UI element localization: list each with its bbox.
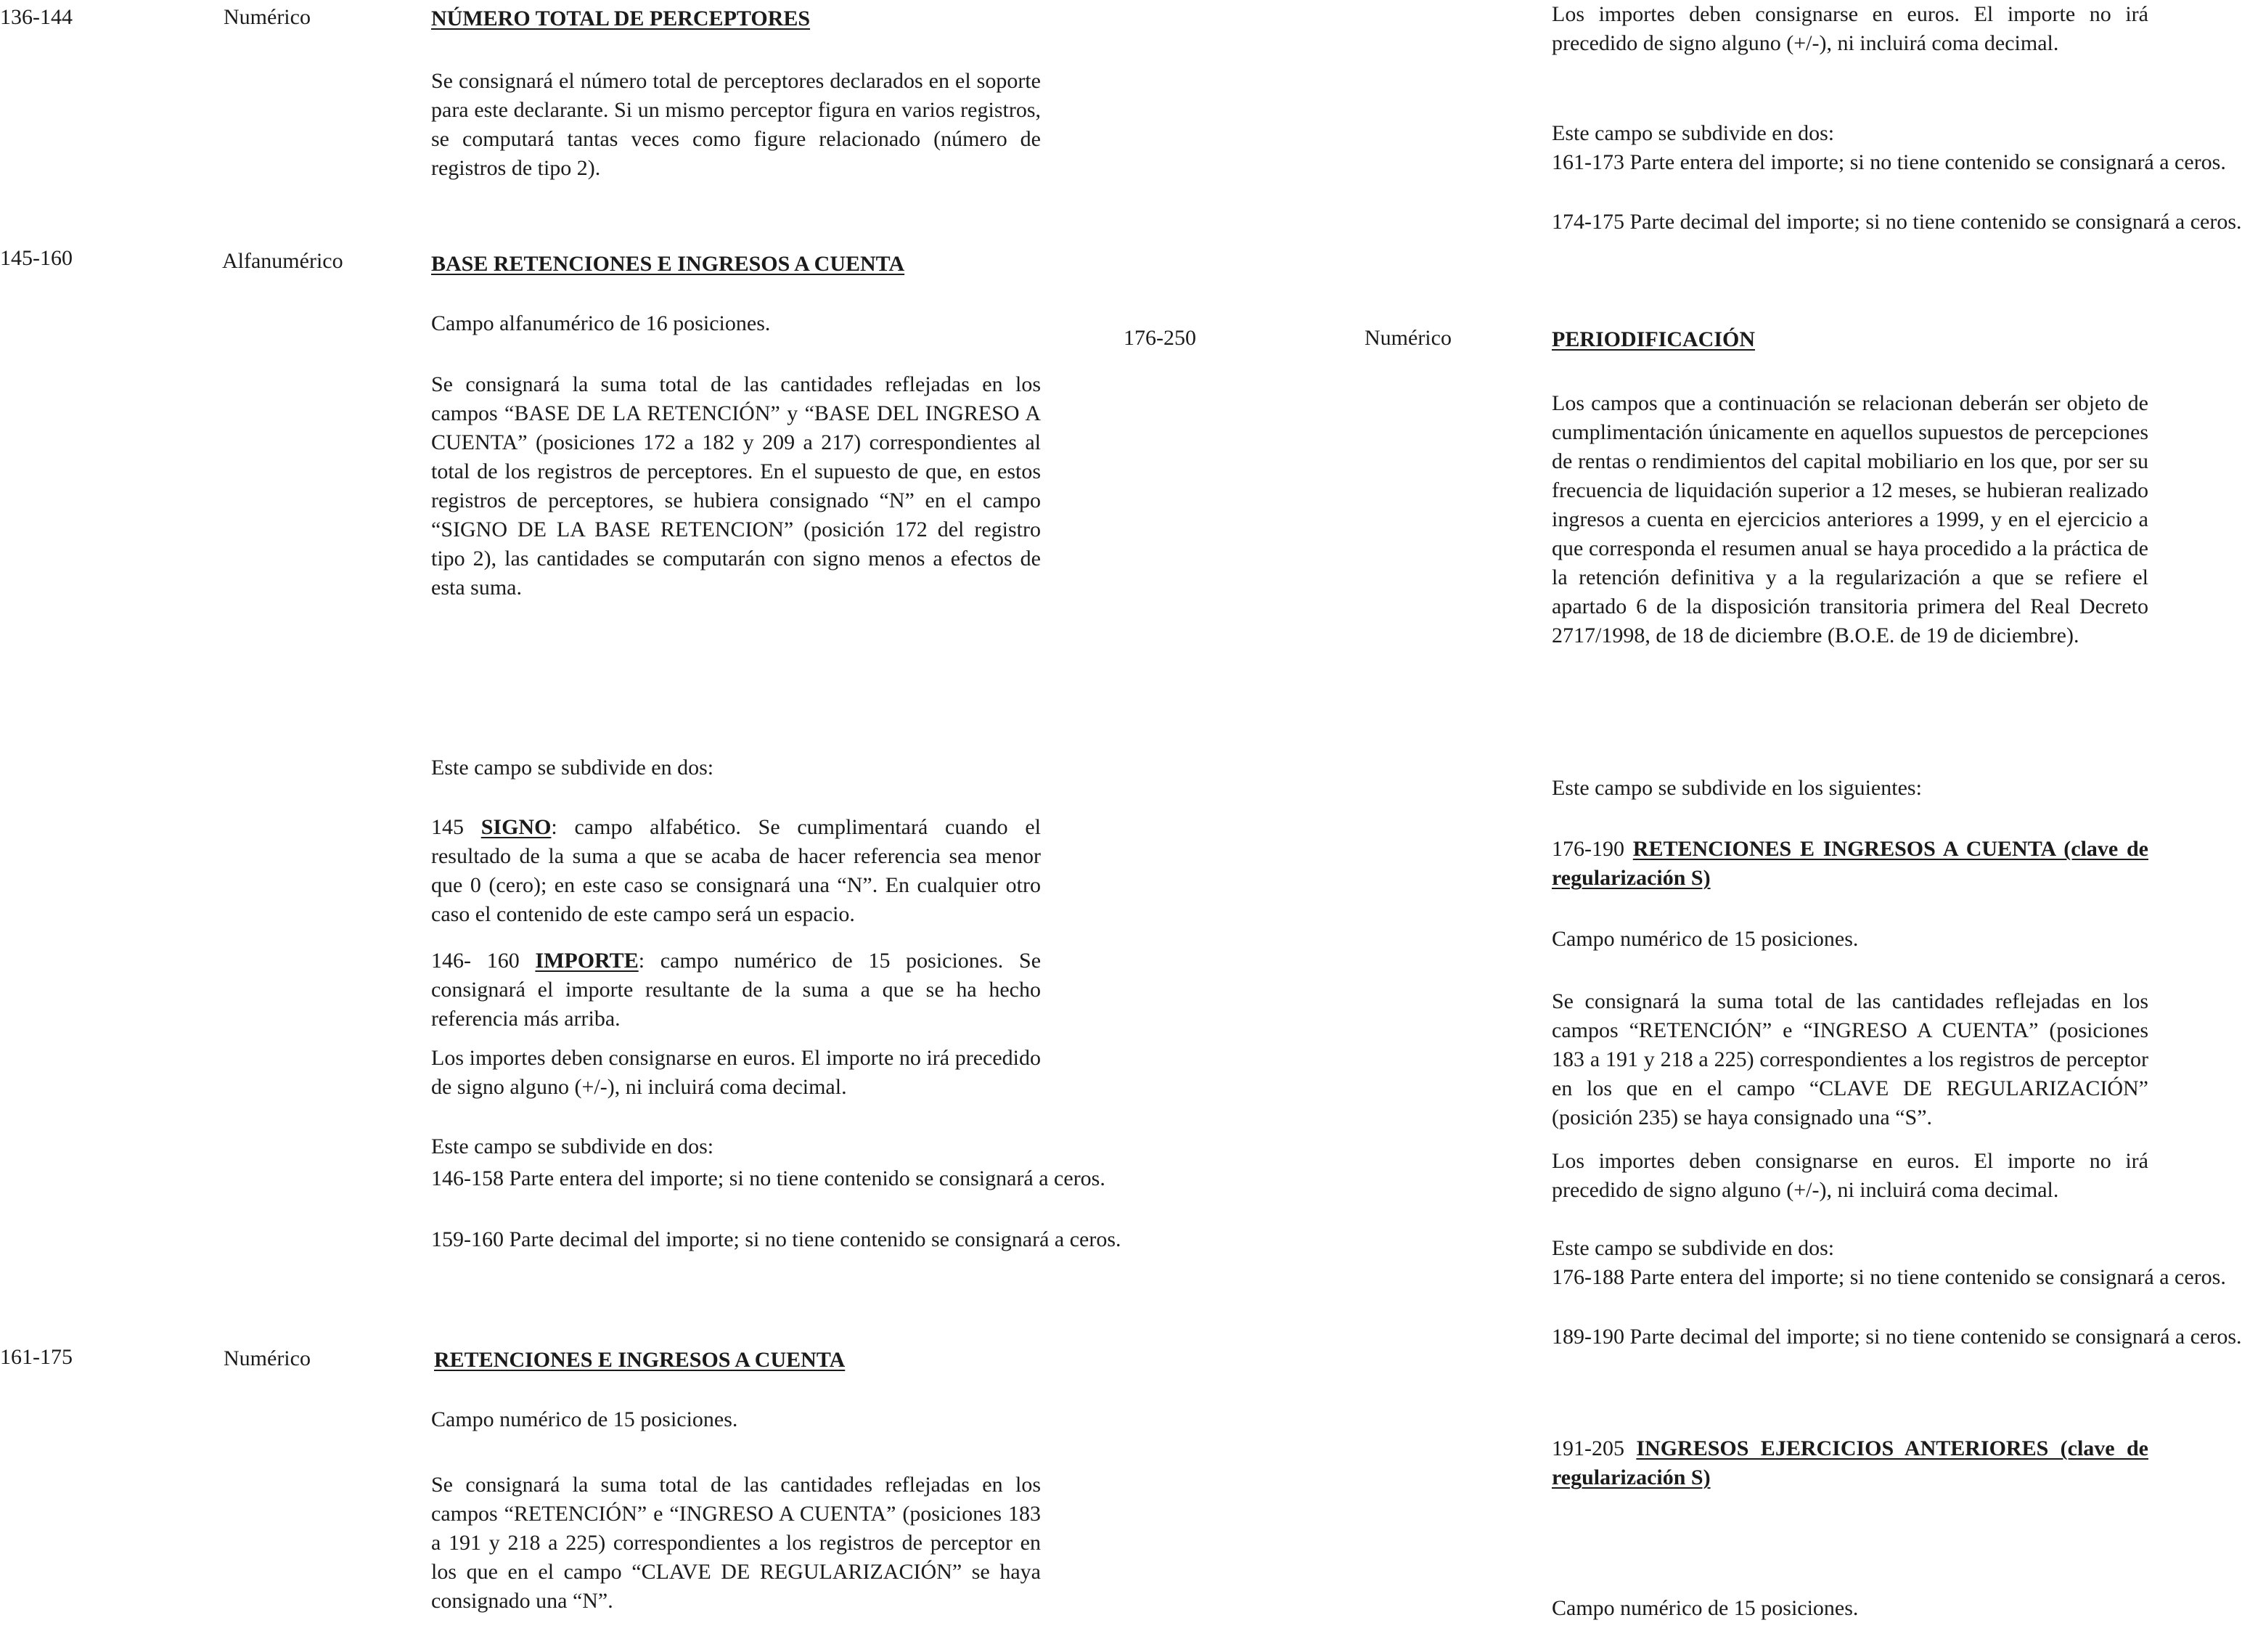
paragraph-subdivide-145: Este campo se subdivide en dos: xyxy=(431,756,714,780)
type-145-160: Alfanumérico xyxy=(222,249,343,273)
paragraph-campo-15-161: Campo numérico de 15 posiciones. xyxy=(431,1407,738,1431)
paragraph-euros-176: Los importes deben consignarse en euros. El importe no irá precedido de signo alguno (+/-), ni incluirá coma decimal. xyxy=(1552,1149,2148,1202)
paragraph-campo-15-191: Campo numérico de 15 posiciones. xyxy=(1552,1596,1859,1620)
subfield-174-175: 174-175 Parte decimal del importe; si no tiene contenido se consignará a ceros. xyxy=(1552,210,2242,234)
paragraph-subdivide-176-b: Este campo se subdivide en dos: xyxy=(1552,1236,1835,1260)
range-136-144: 136-144 xyxy=(0,5,73,29)
subfield-161-173: 161-173 Parte entera del importe; si no tiene contenido se consignará a ceros. xyxy=(1552,150,2226,174)
paragraph-subdivide-161: Este campo se subdivide en dos: xyxy=(1552,121,1835,145)
importe-description: : campo numérico de 15 posiciones. Se consignará el importe resultante de la suma a que se ha hecho referencia más arriba. xyxy=(431,949,1042,1031)
subheading-191-205-title: INGRESOS EJERCICIOS ANTERIORES (clave de regularización S) xyxy=(1552,1436,2148,1489)
heading-retenciones-ingresos: RETENCIONES E INGRESOS A CUENTA xyxy=(434,1348,846,1372)
paragraph-numero-total: Se consignará el número total de perceptores declarados en el soporte para este declarante. Si un mismo perceptor figura en varios registros, se computará tantas veces como figure relacionado (número de registros de tipo 2). xyxy=(431,69,1041,180)
subfield-176-188: 176-188 Parte entera del importe; si no tiene contenido se consignará a ceros. xyxy=(1552,1265,2226,1289)
subheading-176-190-title: RETENCIONES E INGRESOS A CUENTA (clave de regularización S) xyxy=(1552,837,2148,890)
paragraph-retenciones-suma-s: Se consignará la suma total de las cantidades reflejadas en los campos “RETENCIÓN” e “INGRESO A CUENTA” (posiciones 183 a 191 y 218 a 225) correspondientes a los registros de perceptor en los que en el campo “CLAVE DE REGULARIZACIÓN” (posición 235) se haya consignado una “S”. xyxy=(1552,989,2148,1129)
paragraph-signo xyxy=(431,813,1041,929)
paragraph-periodificacion: Los campos que a continuación se relacionan deberán ser objeto de cumplimentación únicamente en aquellos supuestos de percepciones de rentas o rendimientos del capital mobiliario en los que, por ser su frecuencia de liquidación superior a 12 meses, se hubieran realizado ingresos a cuenta en ejercicios anteriores a 1999, y en el ejercicio a que corresponda el resumen anual se haya procedido a la práctica de la retención definitiva y a la regularización a que se refiere el apartado 6 de la disposición transitoria primera del Real Decreto 2717/1998, de 18 de diciembre (B.O.E. de 19 de diciembre). xyxy=(1552,391,2148,647)
subfield-189-190: 189-190 Parte decimal del importe; si no tiene contenido se consignará a ceros. xyxy=(1552,1325,2242,1349)
subheading-176-190-number: 176-190 xyxy=(1552,837,1624,861)
type-176-250: Numérico xyxy=(1365,326,1452,350)
heading-periodificacion: PERIODIFICACIÓN xyxy=(1552,327,1756,351)
paragraph-base-suma: Se consignará la suma total de las cantidades reflejadas en los campos “BASE DE LA RETENCIÓN” y “BASE DEL INGRESO A CUENTA” (posiciones 172 a 182 y 209 a 217) correspondientes al total de los registros de perceptores. En el supuesto de que, en estos registros de perceptores, se hubiera consignado “N” en el campo “SIGNO DE LA BASE RETENCION” (posición 172 del registro tipo 2), las cantidades se computarán con signo menos a efectos de esta suma. xyxy=(431,372,1041,600)
signo-position: 145 xyxy=(431,815,464,839)
paragraph-subdivide-145-b: Este campo se subdivide en dos: xyxy=(431,1134,714,1158)
paragraph-retenciones-suma: Se consignará la suma total de las cantidades reflejadas en los campos “RETENCIÓN” e “INGRESO A CUENTA” (posiciones 183 a 191 y 218 a 225) correspondientes a los registros de perceptor en los que en el campo “CLAVE DE REGULARIZACIÓN” se haya consignado una “N”. xyxy=(431,1473,1041,1613)
paragraph-campo-16: Campo alfanumérico de 16 posiciones. xyxy=(431,311,771,335)
paragraph-importe xyxy=(431,946,1041,1034)
signo-description: : campo alfabético. Se cumplimentará cuando el resultado de la suma a que se acaba de hacer referencia sea menor que 0 (cero); en este caso se consignará una “N”. En cualquier otro caso el contenido de este campo será un espacio. xyxy=(431,815,1041,926)
paragraph-campo-15-176: Campo numérico de 15 posiciones. xyxy=(1552,927,1859,951)
paragraph-subdivide-176: Este campo se subdivide en los siguientes: xyxy=(1552,776,1922,800)
importe-position: 146- 160 xyxy=(431,949,520,973)
subfield-159-160: 159-160 Parte decimal del importe; si no tiene contenido se consignará a ceros. xyxy=(431,1227,1121,1251)
signo-label: SIGNO xyxy=(480,815,552,839)
type-136-144: Numérico xyxy=(224,5,311,29)
range-176-250: 176-250 xyxy=(1124,326,1196,350)
range-145-160: 145-160 xyxy=(0,246,73,270)
subheading-191-205 xyxy=(1552,1434,2148,1492)
subheading-191-205-number: 191-205 xyxy=(1552,1436,1624,1460)
paragraph-euros-161: Los importes deben consignarse en euros. El importe no irá precedido de signo alguno (+/-), ni incluirá coma decimal. xyxy=(1552,2,2148,55)
heading-numero-total-perceptores: NÚMERO TOTAL DE PERCEPTORES xyxy=(431,7,811,30)
subheading-176-190 xyxy=(1552,835,2148,893)
paragraph-euros-145: Los importes deben consignarse en euros. El importe no irá precedido de signo alguno (+/-), ni incluirá coma decimal. xyxy=(431,1046,1041,1099)
heading-base-retenciones: BASE RETENCIONES E INGRESOS A CUENTA xyxy=(431,252,905,276)
subfield-146-158: 146-158 Parte entera del importe; si no tiene contenido se consignará a ceros. xyxy=(431,1166,1105,1190)
type-161-175: Numérico xyxy=(224,1346,311,1370)
importe-label: IMPORTE xyxy=(535,949,639,973)
range-161-175: 161-175 xyxy=(0,1345,73,1369)
